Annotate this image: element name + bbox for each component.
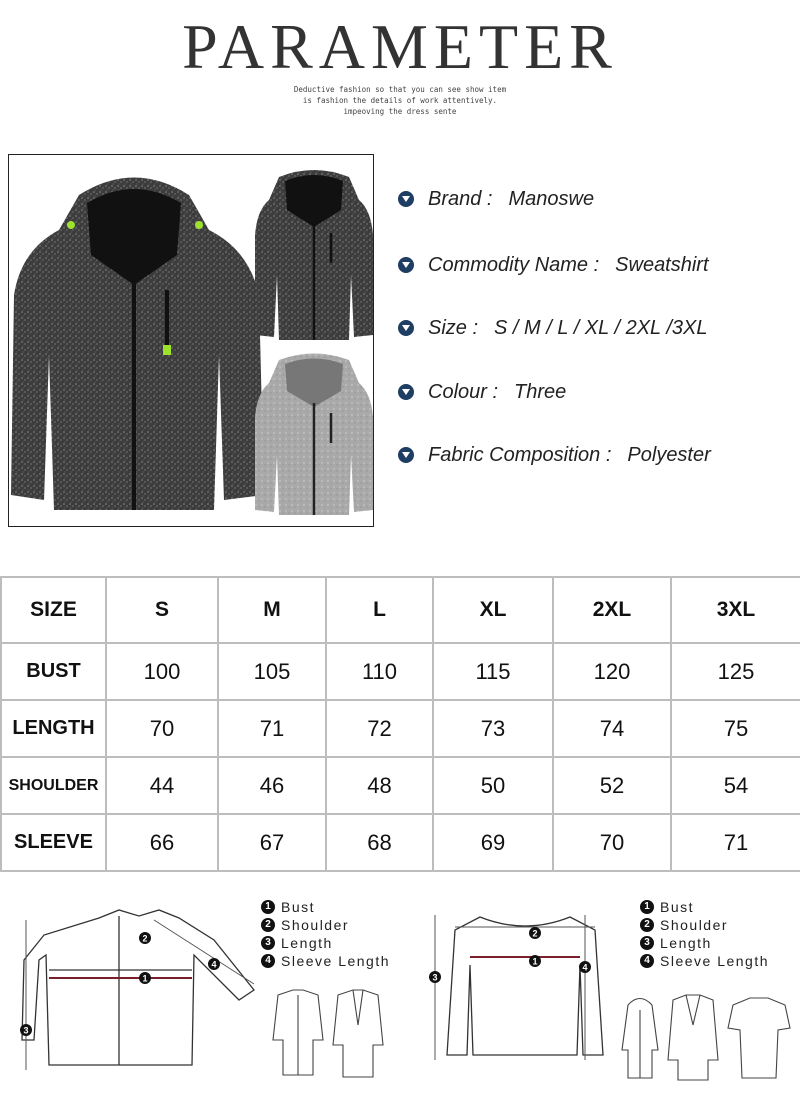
spec-brand	[398, 184, 594, 214]
spec-value: Sweatshirt	[615, 253, 709, 276]
table-header-row	[1, 577, 800, 643]
spec-label: Size :	[428, 316, 479, 339]
spec-value: Polyester	[627, 443, 711, 466]
marker-bust	[139, 972, 151, 984]
small-light-hoodie	[255, 354, 373, 516]
table-cell: 115	[433, 643, 553, 700]
svg-text:4: 4	[211, 959, 217, 970]
chevron-down-icon	[398, 384, 414, 400]
spec-value: S / M / L / XL / 2XL /3XL	[494, 316, 708, 339]
table-cell: 72	[326, 700, 433, 757]
table-row	[1, 757, 800, 814]
marker-bust-right	[529, 955, 541, 967]
table-cell: 74	[553, 700, 671, 757]
spec-label: Fabric Composition :	[428, 443, 612, 466]
row-label: BUST	[1, 643, 106, 700]
table-cell: 105	[218, 643, 326, 700]
sweater-measurement-diagram	[425, 905, 625, 1070]
header-cell: 3XL	[671, 577, 800, 643]
svg-text:1: 1	[142, 973, 148, 984]
chevron-down-icon	[398, 191, 414, 207]
row-label: SHOULDER	[1, 757, 106, 814]
table-cell: 48	[326, 757, 433, 814]
svg-text:3: 3	[432, 972, 438, 983]
shirt-measurement-diagram	[14, 900, 264, 1075]
table-cell: 70	[553, 814, 671, 871]
spec-size	[398, 313, 708, 343]
hoodie-illustration	[9, 155, 373, 526]
spec-colour	[398, 377, 566, 407]
large-hoodie	[11, 178, 264, 511]
svg-text:1: 1	[532, 956, 538, 967]
legend-item: 4 Sleeve Length	[640, 952, 769, 970]
subtitle-line: Deductive fashion so that you can see show item	[293, 85, 507, 94]
header-cell: M	[218, 577, 326, 643]
table-cell: 52	[553, 757, 671, 814]
table-cell: 73	[433, 700, 553, 757]
row-label: SLEEVE	[1, 814, 106, 871]
svg-text:3: 3	[23, 1025, 29, 1036]
legend-item: 2 Shoulder	[261, 916, 390, 934]
table-cell: 120	[553, 643, 671, 700]
table-cell: 71	[218, 700, 326, 757]
table-cell: 125	[671, 643, 800, 700]
chevron-down-icon	[398, 257, 414, 273]
marker-length-right	[429, 971, 441, 983]
spec-label: Colour :	[428, 380, 499, 403]
header-cell: L	[326, 577, 433, 643]
subtitle-line: impeoving the dress sente	[343, 107, 457, 116]
svg-text:2: 2	[142, 933, 148, 944]
legend-item: 1 Bust	[261, 898, 390, 916]
marker-length	[20, 1024, 32, 1036]
chevron-down-icon	[398, 447, 414, 463]
table-row	[1, 814, 800, 871]
subtitle-line: is fashion the details of work attentively.	[302, 96, 498, 105]
table-row	[1, 700, 800, 757]
table-cell: 100	[106, 643, 218, 700]
table-cell: 70	[106, 700, 218, 757]
spec-label: Commodity Name :	[428, 253, 600, 276]
row-label: LENGTH	[1, 700, 106, 757]
marker-shoulder	[139, 932, 151, 944]
table-cell: 46	[218, 757, 326, 814]
svg-text:2: 2	[532, 928, 538, 939]
header-cell: SIZE	[1, 577, 106, 643]
table-cell: 50	[433, 757, 553, 814]
svg-text:4: 4	[582, 962, 588, 973]
table-cell: 71	[671, 814, 800, 871]
table-cell: 54	[671, 757, 800, 814]
legend-item: 1 Bust	[640, 898, 769, 916]
table-cell: 69	[433, 814, 553, 871]
legend-left	[261, 898, 390, 970]
header-cell: S	[106, 577, 218, 643]
spec-fabric	[398, 440, 711, 470]
table-cell: 110	[326, 643, 433, 700]
table-cell: 68	[326, 814, 433, 871]
jacket-sketches-left	[258, 985, 388, 1085]
marker-sleeve-length-right	[579, 961, 591, 973]
marker-shoulder-right	[529, 927, 541, 939]
spec-commodity-name	[398, 250, 709, 280]
spec-value: Manoswe	[508, 187, 595, 210]
page-title: PARAMETER	[182, 11, 618, 82]
spec-value: Three	[514, 380, 567, 403]
small-dark-hoodie	[255, 170, 373, 340]
legend-item: 3 Length	[261, 934, 390, 952]
product-photo	[8, 154, 374, 527]
legend-item: 3 Length	[640, 934, 769, 952]
garment-sketches-right	[618, 990, 793, 1085]
legend-item: 2 Shoulder	[640, 916, 769, 934]
legend-right	[640, 898, 769, 970]
header-cell: XL	[433, 577, 553, 643]
header-cell: 2XL	[553, 577, 671, 643]
table-cell: 44	[106, 757, 218, 814]
table-cell: 75	[671, 700, 800, 757]
page-subtitle	[0, 84, 800, 117]
table-cell: 66	[106, 814, 218, 871]
table-row	[1, 643, 800, 700]
legend-item: 4 Sleeve Length	[261, 952, 390, 970]
marker-sleeve-length	[208, 958, 220, 970]
size-chart-table	[0, 576, 800, 872]
table-cell: 67	[218, 814, 326, 871]
spec-label: Brand :	[428, 187, 493, 210]
chevron-down-icon	[398, 320, 414, 336]
